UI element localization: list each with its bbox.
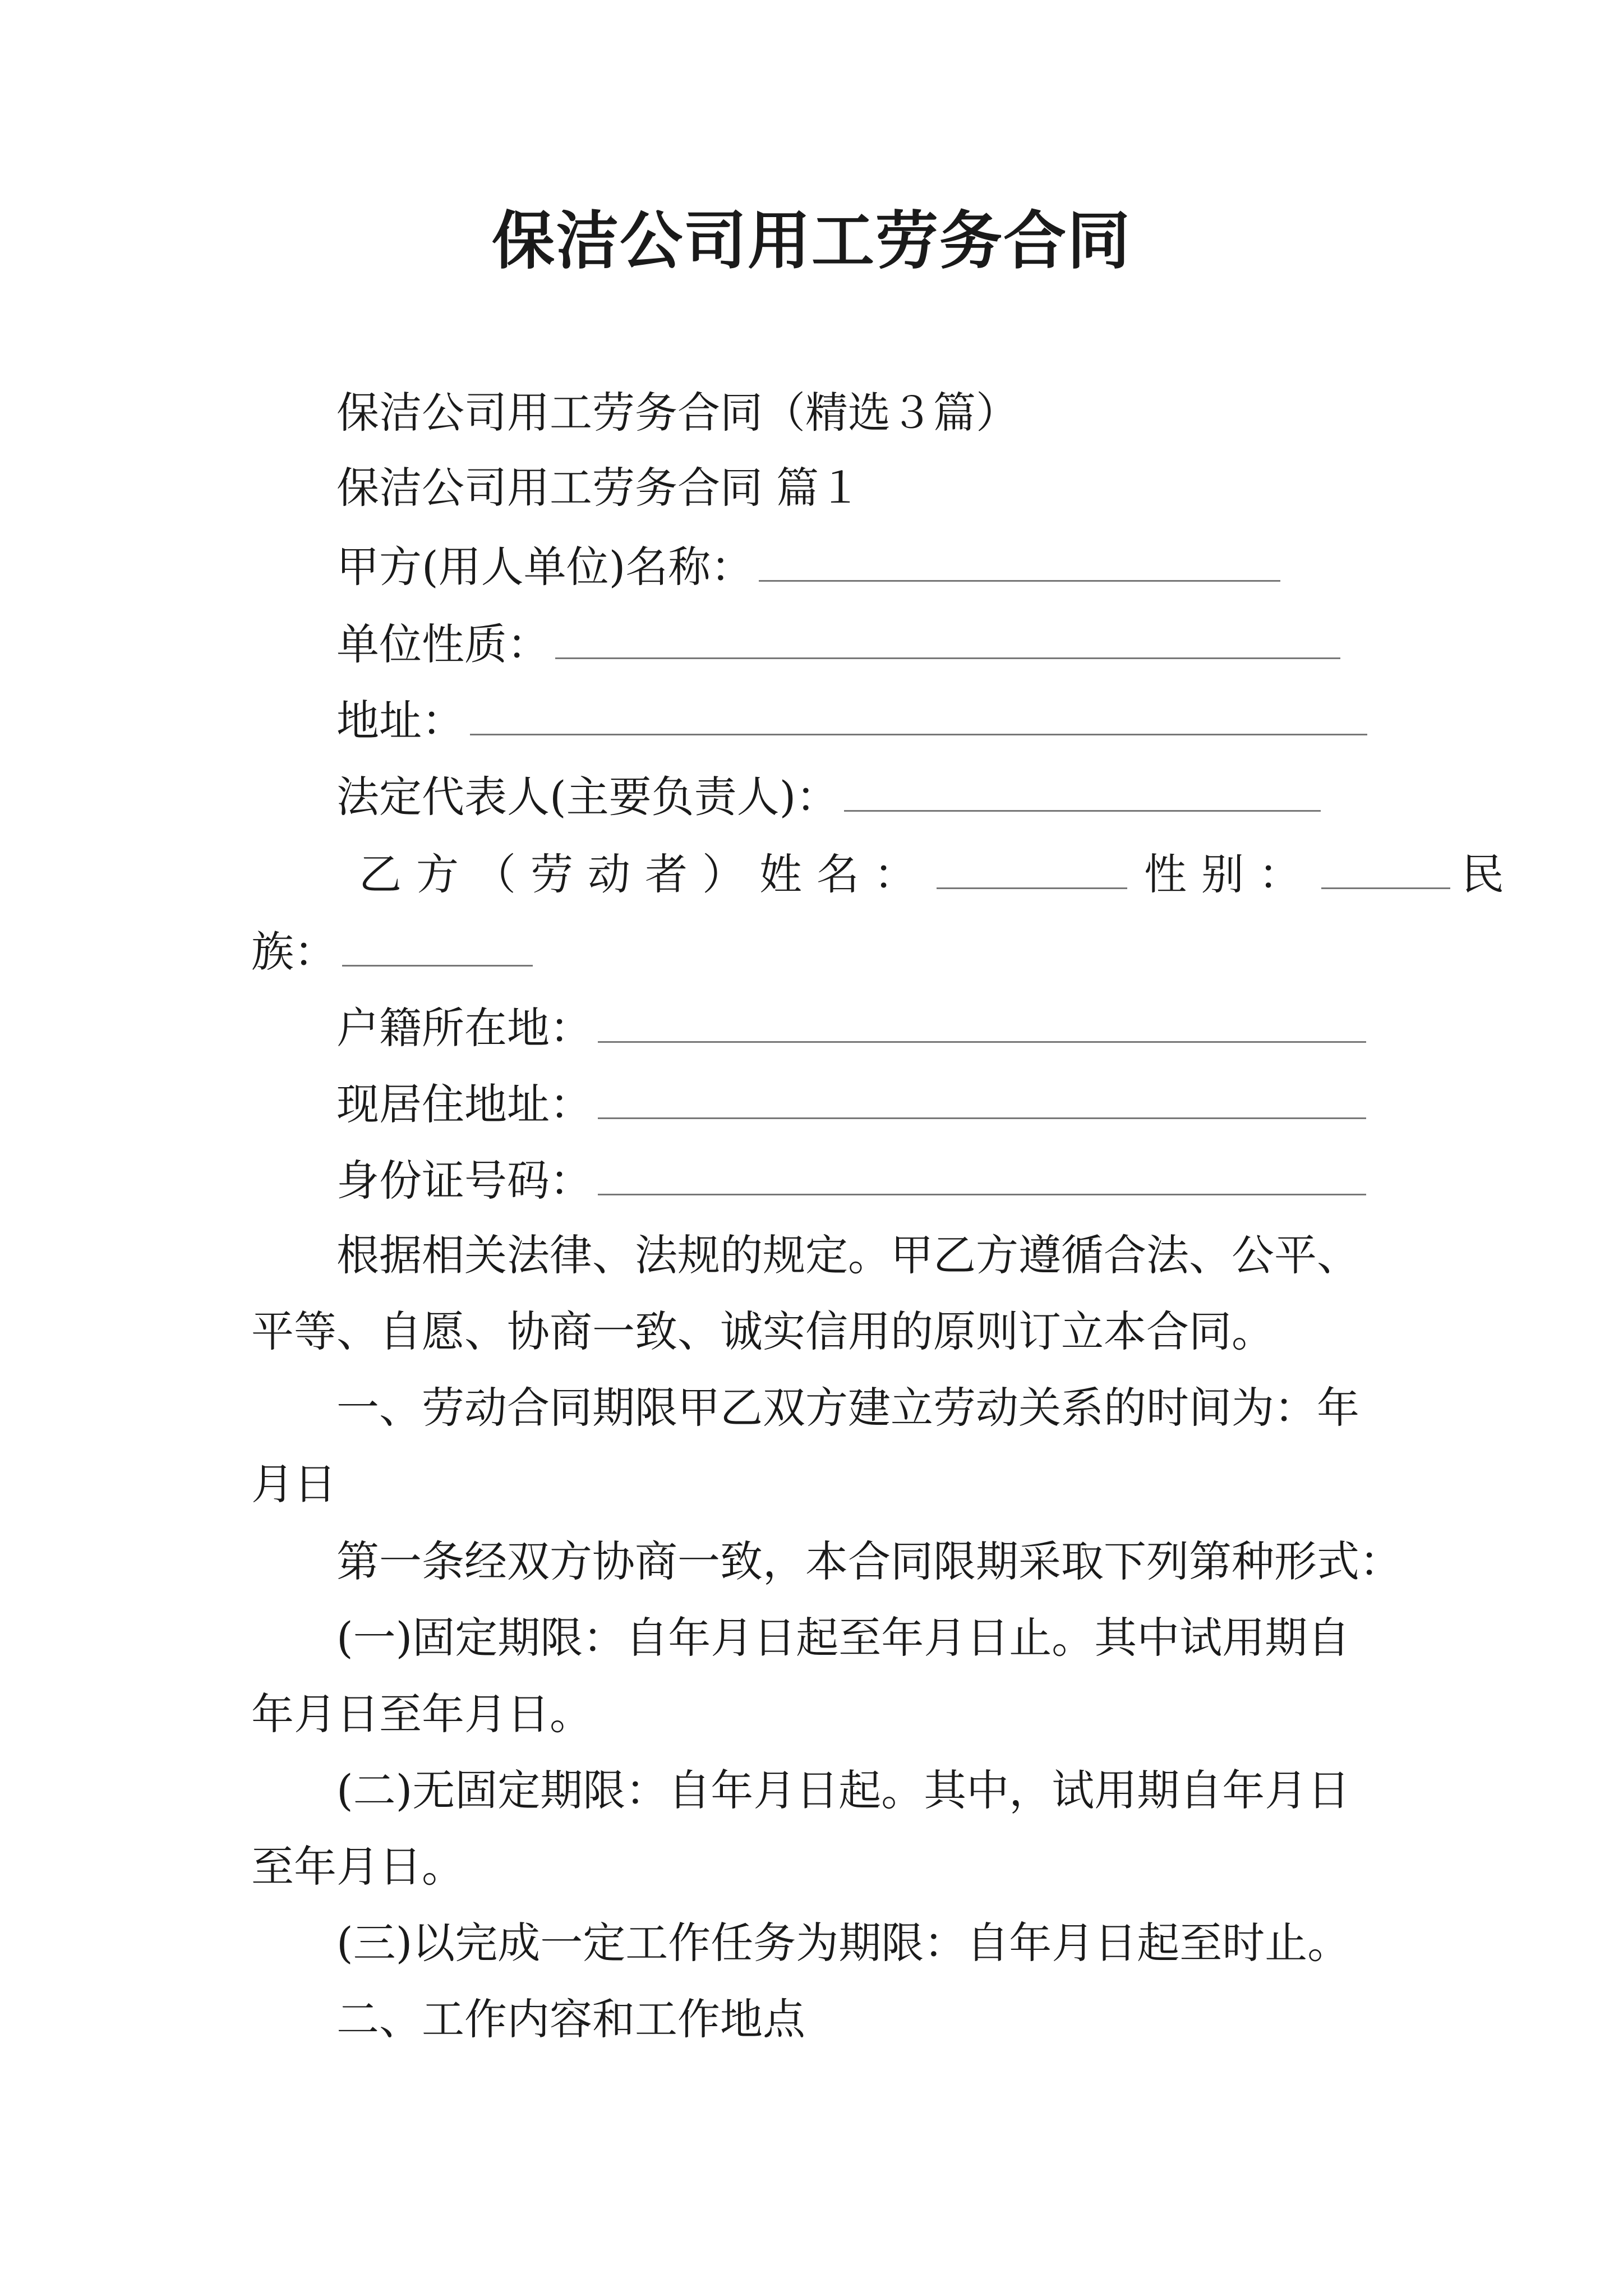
- unit-nature-label: 单位性质：: [336, 619, 550, 669]
- collection-heading: 保洁公司用工劳务合同（精选３篇）: [336, 388, 1018, 438]
- article1-text: 第一条经双方协商一致，本合同限期采取下列第种形式：: [336, 1536, 1402, 1586]
- item3-text: (三)以完成一定工作任务为期限：自年月日起至时止。: [336, 1918, 1350, 1968]
- household-label: 户籍所在地：: [336, 1003, 592, 1053]
- id-number-blank: [598, 1150, 1366, 1195]
- id-number-field: [336, 1150, 1402, 1209]
- article-heading: 保洁公司用工劳务合同 篇１: [336, 463, 862, 513]
- party-a-name-blank: [759, 536, 1280, 582]
- unit-nature-blank: [555, 614, 1340, 659]
- section1-heading-line2: 月日: [251, 1459, 336, 1509]
- address-field: [336, 690, 1402, 749]
- legal-rep-blank: [844, 766, 1321, 812]
- item1-line1: (一)固定期限：自年月日起至年月日止。其中试用期自: [336, 1613, 1350, 1663]
- item2-line2: 至年月日。: [251, 1842, 464, 1892]
- ethnicity-blank: [342, 921, 533, 967]
- legal-rep-field: [336, 766, 1402, 825]
- party-b-name-label: 乙方（劳动者）姓名：: [359, 849, 931, 899]
- legal-rep-label: 法定代表人(主要负责人)：: [336, 772, 839, 822]
- ethnicity-label-start: 民: [1461, 849, 1519, 899]
- paragraph-principles-line1: 根据相关法律、法规的规定。甲乙方遵循合法、公平、: [336, 1230, 1359, 1280]
- current-address-label: 现居住地址：: [336, 1079, 592, 1129]
- ethnicity-label-end: 族：: [251, 927, 336, 977]
- item2-line1: (二)无固定期限：自年月日起。其中，试用期自年月日: [336, 1765, 1350, 1815]
- paragraph-principles-line2: 平等、自愿、协商一致、诚实信用的原则订立本合同。: [251, 1306, 1274, 1356]
- party-b-field: [359, 844, 1519, 903]
- ethnicity-field: [251, 921, 1317, 980]
- party-a-name-field: [336, 536, 1402, 595]
- address-blank: [470, 690, 1367, 735]
- address-label: 地址：: [336, 696, 464, 746]
- item1-line2: 年月日至年月日。: [251, 1689, 592, 1739]
- section1-heading-line1: 一、劳动合同期限甲乙双方建立劳动关系的时间为：年: [336, 1383, 1359, 1433]
- current-address-blank: [598, 1074, 1366, 1119]
- id-number-label: 身份证号码：: [336, 1156, 592, 1205]
- party-b-name-blank: [937, 844, 1127, 889]
- current-address-field: [336, 1074, 1402, 1133]
- household-blank: [598, 997, 1366, 1043]
- party-a-name-label: 甲方(用人单位)名称：: [336, 542, 754, 592]
- gender-label: 性别：: [1144, 849, 1316, 899]
- household-field: [336, 997, 1402, 1056]
- section2-heading: 二、工作内容和工作地点: [336, 1994, 805, 2044]
- gender-blank: [1321, 844, 1450, 889]
- unit-nature-field: [336, 614, 1402, 673]
- document-title: 保洁公司用工劳务合同: [492, 205, 1131, 278]
